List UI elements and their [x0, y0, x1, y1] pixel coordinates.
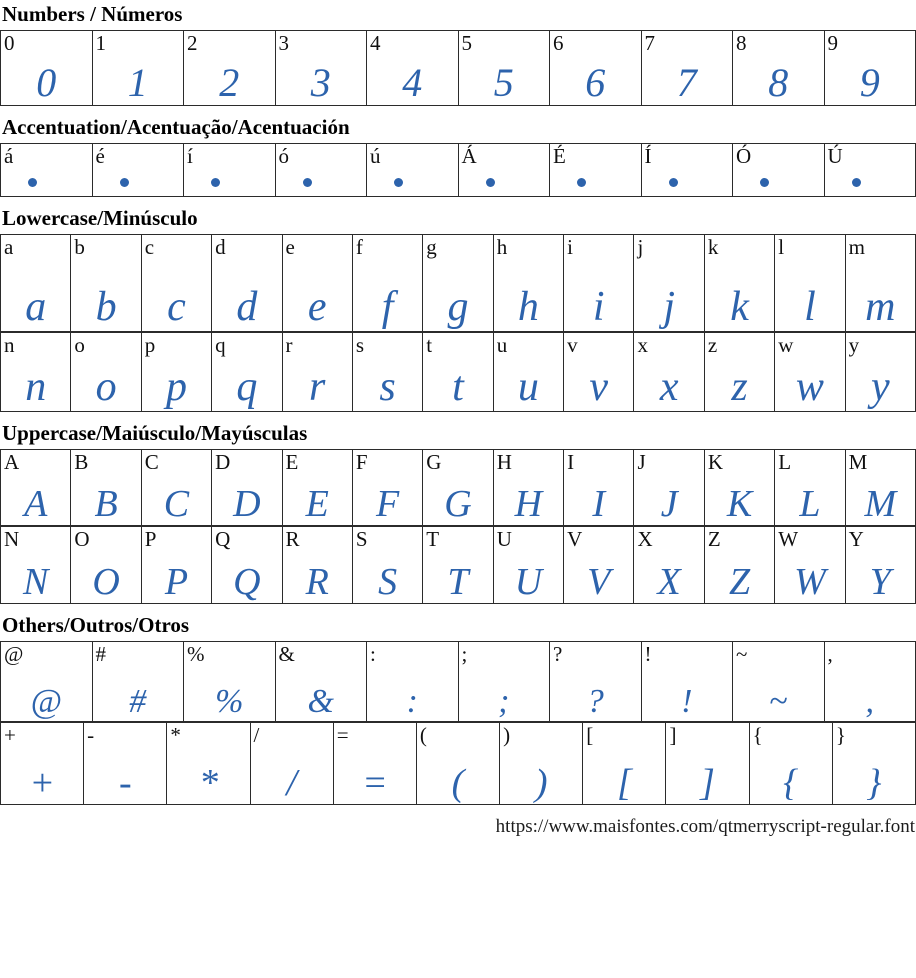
glyph-cell [705, 527, 775, 604]
glyph-cell [733, 642, 825, 722]
glyph-sample: % [215, 686, 243, 718]
glyph-cell [283, 235, 353, 332]
character-label: 8 [733, 31, 747, 54]
glyph-sample: z [731, 368, 747, 408]
character-label: T [423, 527, 439, 550]
glyph-sample: ? [587, 686, 604, 718]
glyph-table-row [0, 641, 916, 722]
character-label: M [846, 450, 868, 473]
glyph-cell [423, 450, 493, 526]
character-label: O [71, 527, 89, 550]
glyph-cell [353, 235, 423, 332]
character-label: C [142, 450, 159, 473]
glyph-sample: p [166, 368, 187, 408]
glyph-sample: ) [535, 765, 548, 801]
glyph-cell [276, 31, 368, 106]
glyph-sample: F [376, 486, 399, 522]
glyph-cell [353, 450, 423, 526]
glyph-sample: A [24, 486, 47, 522]
glyph-cell [283, 333, 353, 412]
glyph-sample: v [589, 368, 608, 408]
glyph-cell [494, 333, 564, 412]
character-label: Q [212, 527, 230, 550]
glyph-sample: R [306, 564, 329, 600]
glyph-cell [71, 527, 141, 604]
glyph-cell [1, 642, 93, 722]
glyph-cell [500, 723, 583, 805]
glyph-sample: ~ [769, 686, 787, 718]
glyph-sample: / [286, 765, 297, 801]
glyph-sample: D [233, 486, 260, 522]
character-label: % [184, 642, 205, 665]
glyph-cell [1, 527, 71, 604]
character-label: @ [1, 642, 23, 665]
glyph-cell [423, 333, 493, 412]
character-label: U [494, 527, 512, 550]
glyph-sample: # [129, 686, 146, 718]
character-label: f [353, 235, 363, 258]
glyph-cell [775, 527, 845, 604]
character-label: S [353, 527, 368, 550]
glyph-cell [367, 642, 459, 722]
character-label: E [283, 450, 299, 473]
character-label: N [1, 527, 19, 550]
character-label: b [71, 235, 85, 258]
character-label: 2 [184, 31, 198, 54]
glyph-sample: f [382, 288, 394, 328]
section-title-numbers: Numbers / Números [2, 3, 916, 25]
glyph-table-row [0, 30, 916, 106]
character-label: X [634, 527, 652, 550]
glyph-cell [634, 333, 704, 412]
glyph-cell [142, 235, 212, 332]
glyph-sample: 1 [128, 64, 148, 102]
glyph-cell [367, 31, 459, 106]
glyph-sample: E [306, 486, 329, 522]
glyph-cell [459, 31, 551, 106]
glyph-table-row [0, 332, 916, 412]
dot-glyph [303, 178, 312, 187]
glyph-sample: 9 [860, 64, 880, 102]
glyph-sample: } [866, 765, 881, 801]
glyph-cell [833, 723, 916, 805]
glyph-sample: S [378, 564, 397, 600]
glyph-cell [825, 642, 916, 722]
glyph-cell [705, 333, 775, 412]
glyph-cell [71, 333, 141, 412]
glyph-cell [1, 235, 71, 332]
glyph-cell [733, 144, 825, 197]
glyph-cell [550, 31, 642, 106]
glyph-sample: L [799, 486, 820, 522]
character-label: s [353, 333, 364, 356]
glyph-sample: W [794, 564, 826, 600]
glyph-cell [550, 642, 642, 722]
glyph-cell [283, 527, 353, 604]
character-label: = [334, 723, 349, 746]
glyph-cell [564, 333, 634, 412]
character-label: r [283, 333, 293, 356]
glyph-sample: e [308, 288, 327, 328]
glyph-cell [750, 723, 833, 805]
glyph-table-row [0, 449, 916, 526]
glyph-cell [353, 333, 423, 412]
glyph-sample: i [593, 288, 605, 328]
glyph-cell [276, 642, 368, 722]
glyph-cell [71, 450, 141, 526]
glyph-sample: d [236, 288, 257, 328]
character-label: K [705, 450, 723, 473]
glyph-cell [84, 723, 167, 805]
character-label: c [142, 235, 154, 258]
glyph-cell [564, 235, 634, 332]
glyph-cell [167, 723, 250, 805]
glyph-cell [142, 450, 212, 526]
character-label: j [634, 235, 643, 258]
glyph-sample: j [663, 288, 675, 328]
character-label: [ [583, 723, 593, 746]
glyph-sample: s [379, 368, 395, 408]
character-label: 6 [550, 31, 564, 54]
glyph-sample: 5 [494, 64, 514, 102]
glyph-sample: w [796, 368, 824, 408]
glyph-sample: 2 [219, 64, 239, 102]
glyph-cell [775, 450, 845, 526]
footer [0, 816, 916, 838]
glyph-sample: & [308, 686, 334, 718]
character-label: 3 [276, 31, 290, 54]
character-label: ó [276, 144, 290, 167]
character-label: á [1, 144, 13, 167]
glyph-sample: @ [31, 686, 62, 718]
dot-glyph [760, 178, 769, 187]
character-label: : [367, 642, 376, 665]
character-label: í [184, 144, 193, 167]
character-label: a [1, 235, 13, 258]
glyph-cell [775, 333, 845, 412]
glyph-sample: r [309, 368, 325, 408]
character-label: B [71, 450, 88, 473]
glyph-cell [93, 642, 185, 722]
glyph-cell [494, 527, 564, 604]
glyph-sample: B [94, 486, 117, 522]
glyph-sample: 8 [768, 64, 788, 102]
glyph-sample: ; [498, 686, 509, 718]
glyph-cell [276, 144, 368, 197]
glyph-cell [550, 144, 642, 197]
glyph-cell [846, 527, 916, 604]
character-label: A [1, 450, 19, 473]
glyph-cell [184, 642, 276, 722]
glyph-sample: g [447, 288, 468, 328]
glyph-table-row [0, 526, 916, 604]
glyph-cell [142, 333, 212, 412]
section-title-others: Others/Outros/Otros [2, 614, 916, 636]
dot-glyph [211, 178, 220, 187]
glyph-sample: = [362, 765, 388, 801]
section-title-lowercase: Lowercase/Minúsculo [2, 207, 916, 229]
glyph-cell [184, 144, 276, 197]
character-label: ~ [733, 642, 747, 665]
glyph-sample: { [783, 765, 798, 801]
dot-glyph [577, 178, 586, 187]
character-label: Y [846, 527, 864, 550]
glyph-sample: n [25, 368, 46, 408]
glyph-sample: ] [700, 765, 715, 801]
character-label: Á [459, 144, 477, 167]
glyph-cell [334, 723, 417, 805]
glyph-sample: ! [681, 686, 692, 718]
glyph-cell [212, 235, 282, 332]
glyph-table-row [0, 143, 916, 197]
dot-glyph [486, 178, 495, 187]
character-label: Ó [733, 144, 751, 167]
glyph-sample: O [92, 564, 119, 600]
character-label: é [93, 144, 105, 167]
character-label: n [1, 333, 15, 356]
glyph-sample: X [658, 564, 681, 600]
character-label: x [634, 333, 648, 356]
character-label: + [1, 723, 16, 746]
glyph-sample: G [444, 486, 471, 522]
character-label: ! [642, 642, 652, 665]
glyph-sample: U [515, 564, 542, 600]
character-label: L [775, 450, 791, 473]
glyph-cell [705, 235, 775, 332]
glyph-sample: + [29, 765, 55, 801]
glyph-cell [642, 642, 734, 722]
glyph-sample: ( [452, 765, 465, 801]
glyph-sample: V [587, 564, 610, 600]
character-label: q [212, 333, 226, 356]
character-label: / [251, 723, 260, 746]
character-label: , [825, 642, 833, 665]
glyph-cell [825, 31, 916, 106]
footer-url[interactable]: https://www.maisfontes.com/qtmerryscript-regular.font [496, 816, 915, 837]
glyph-cell [846, 450, 916, 526]
glyph-sample: q [236, 368, 257, 408]
glyph-cell [642, 144, 734, 197]
glyph-cell [212, 527, 282, 604]
glyph-cell [417, 723, 500, 805]
character-label: z [705, 333, 717, 356]
glyph-cell [423, 235, 493, 332]
character-label: # [93, 642, 107, 665]
character-label: d [212, 235, 226, 258]
glyph-cell [634, 527, 704, 604]
character-label: 7 [642, 31, 656, 54]
glyph-sample: Z [729, 564, 750, 600]
glyph-cell [634, 450, 704, 526]
glyph-sample: m [865, 288, 895, 328]
character-label: i [564, 235, 573, 258]
glyph-sample: h [518, 288, 539, 328]
character-label: 0 [1, 31, 15, 54]
glyph-sample: t [452, 368, 464, 408]
section-title-uppercase: Uppercase/Maiúsculo/Mayúsculas [2, 422, 916, 444]
glyph-cell [846, 235, 916, 332]
character-label: H [494, 450, 512, 473]
character-label: w [775, 333, 793, 356]
dot-glyph [394, 178, 403, 187]
character-label: ? [550, 642, 562, 665]
glyph-sample: I [592, 486, 605, 522]
glyph-cell [1, 333, 71, 412]
glyph-sample: b [96, 288, 117, 328]
glyph-sample: M [864, 486, 896, 522]
glyph-cell [634, 235, 704, 332]
character-label: e [283, 235, 295, 258]
glyph-sample: Q [233, 564, 260, 600]
character-label: } [833, 723, 846, 746]
glyph-sample: N [23, 564, 48, 600]
glyph-cell [93, 144, 185, 197]
glyph-cell [1, 723, 84, 805]
character-label: - [84, 723, 94, 746]
section-title-accentuation: Accentuation/Acentuação/Acentuación [2, 116, 916, 138]
glyph-cell [705, 450, 775, 526]
character-label: ) [500, 723, 510, 746]
glyph-sample: 3 [311, 64, 331, 102]
character-label: 5 [459, 31, 473, 54]
glyph-sample: T [447, 564, 468, 600]
character-label: { [750, 723, 763, 746]
character-label: ( [417, 723, 427, 746]
character-label: p [142, 333, 156, 356]
character-label: Ú [825, 144, 843, 167]
glyph-cell [1, 144, 93, 197]
character-label: ú [367, 144, 381, 167]
character-label: É [550, 144, 566, 167]
glyph-sample: : [407, 686, 418, 718]
glyph-sample: J [661, 486, 678, 522]
glyph-sample: 6 [585, 64, 605, 102]
character-label: & [276, 642, 295, 665]
glyph-sample: l [804, 288, 816, 328]
character-label: u [494, 333, 508, 356]
glyph-sample: a [25, 288, 46, 328]
glyph-sample: [ [617, 765, 632, 801]
character-label: l [775, 235, 784, 258]
font-specimen-page [0, 3, 916, 805]
character-label: R [283, 527, 300, 550]
character-label: D [212, 450, 230, 473]
glyph-sample: 4 [402, 64, 422, 102]
dot-glyph [120, 178, 129, 187]
glyph-cell [733, 31, 825, 106]
glyph-cell [1, 450, 71, 526]
glyph-sample: u [518, 368, 539, 408]
glyph-sample: P [165, 564, 188, 600]
character-label: ; [459, 642, 468, 665]
glyph-cell [212, 333, 282, 412]
character-label: Í [642, 144, 652, 167]
character-label: V [564, 527, 582, 550]
dot-glyph [669, 178, 678, 187]
character-label: o [71, 333, 85, 356]
glyph-cell [459, 642, 551, 722]
dot-glyph [852, 178, 861, 187]
glyph-sample: Y [870, 564, 891, 600]
glyph-cell [251, 723, 334, 805]
glyph-sample: 7 [677, 64, 697, 102]
glyph-cell [283, 450, 353, 526]
dot-glyph [28, 178, 37, 187]
character-label: Z [705, 527, 721, 550]
glyph-cell [367, 144, 459, 197]
character-label: m [846, 235, 865, 258]
glyph-sample: y [871, 368, 890, 408]
glyph-cell [142, 527, 212, 604]
glyph-sample: H [515, 486, 542, 522]
glyph-cell [583, 723, 666, 805]
glyph-sample: x [660, 368, 679, 408]
character-label: ] [666, 723, 676, 746]
glyph-table-row [0, 234, 916, 332]
glyph-cell [1, 31, 93, 106]
character-label: 1 [93, 31, 107, 54]
glyph-cell [494, 450, 564, 526]
glyph-sample: 0 [36, 64, 56, 102]
glyph-cell [642, 31, 734, 106]
glyph-sample: * [199, 765, 218, 801]
glyph-cell [93, 31, 185, 106]
character-label: k [705, 235, 719, 258]
glyph-cell [846, 333, 916, 412]
glyph-cell [564, 527, 634, 604]
glyph-cell [825, 144, 916, 197]
character-label: y [846, 333, 860, 356]
character-label: F [353, 450, 368, 473]
character-label: P [142, 527, 157, 550]
glyph-table-row [0, 722, 916, 805]
character-label: J [634, 450, 645, 473]
character-label: h [494, 235, 508, 258]
glyph-sample: - [119, 765, 132, 801]
glyph-cell [494, 235, 564, 332]
character-label: I [564, 450, 574, 473]
character-label: 4 [367, 31, 381, 54]
glyph-sample: o [96, 368, 117, 408]
glyph-cell [71, 235, 141, 332]
glyph-sample: c [167, 288, 186, 328]
character-label: t [423, 333, 432, 356]
glyph-cell [353, 527, 423, 604]
glyph-sample: C [164, 486, 189, 522]
character-label: g [423, 235, 437, 258]
glyph-cell [212, 450, 282, 526]
character-label: 9 [825, 31, 839, 54]
glyph-cell [423, 527, 493, 604]
glyph-cell [564, 450, 634, 526]
glyph-sample: K [727, 486, 752, 522]
character-label: G [423, 450, 441, 473]
character-label: * [167, 723, 181, 746]
character-label: v [564, 333, 578, 356]
character-label: W [775, 527, 798, 550]
glyph-cell [459, 144, 551, 197]
glyph-cell [184, 31, 276, 106]
glyph-sample: k [730, 288, 749, 328]
glyph-sample: , [866, 686, 875, 718]
glyph-cell [775, 235, 845, 332]
glyph-cell [666, 723, 749, 805]
